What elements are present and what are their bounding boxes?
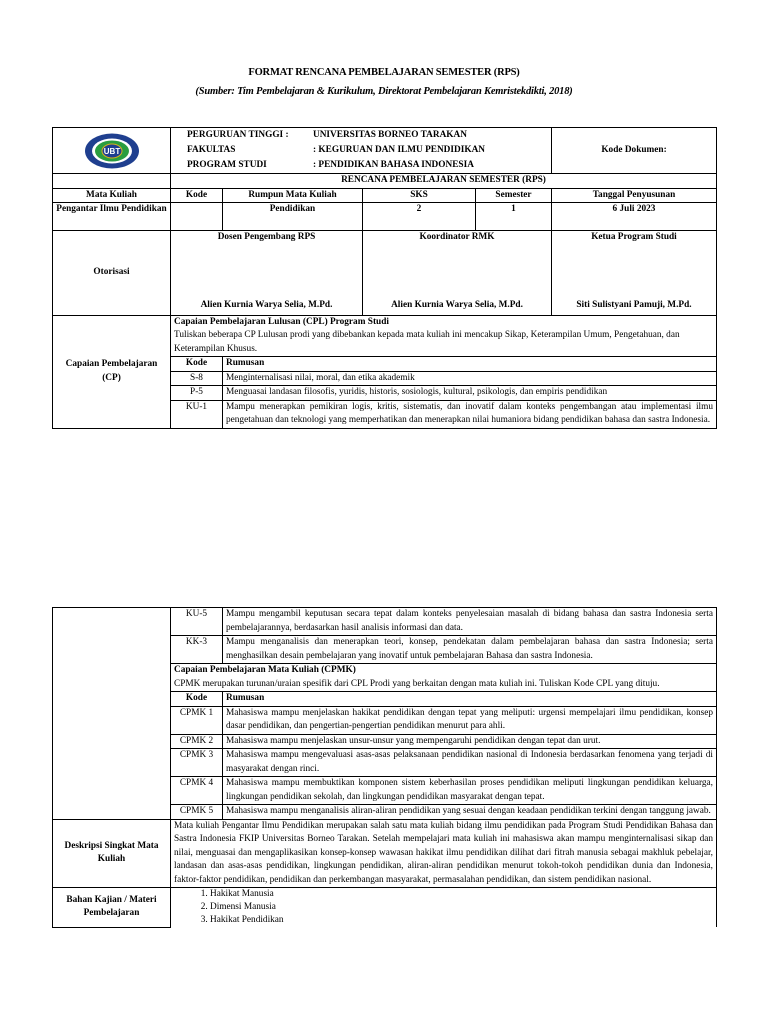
bahan-kajian-label: Bahan Kajian / Materi Pembelajaran [53, 888, 171, 928]
list-item: 3. Hakikat Pendidikan [210, 914, 713, 927]
course-name: Pengantar Ilmu Pendidikan [53, 203, 171, 231]
cpl-title: Capaian Pembelajaran Lulusan (CPL) Program Studi [174, 316, 389, 327]
cpmk-rumusan: Mahasiswa mampu mengevaluasi asas-asas pelaksanaan pendidikan nasional di Indonesia berdasarkan fenomena yang terjadi di masyarakat dengan rinci. [223, 749, 717, 777]
bahan-kajian-list [171, 888, 717, 928]
rps-heading: RENCANA PEMBELAJARAN SEMESTER (RPS) [171, 174, 717, 189]
cpl-rumusan-header: Rumusan [223, 357, 717, 372]
cpmk-description: CPMK merupakan turunan/uraian spesifik dari CPL Prodi yang berkaitan dengan mata kuliah ini. Tuliskan Kode CPL yang dituju. [174, 678, 660, 689]
cpl-kode: KU-5 [171, 608, 223, 636]
cpmk-kode: CPMK 1 [171, 706, 223, 734]
course-header-kode: Kode [171, 188, 223, 203]
course-header-tanggal: Tanggal Penyusunan [552, 188, 717, 203]
cp-continued-cell [53, 608, 171, 820]
logo-text: UBT [103, 146, 120, 156]
cpmk-rumusan: Mahasiswa mampu menjelaskan unsur-unsur yang mempengaruhi pendidikan dengan tepat dan urut. [223, 734, 717, 749]
course-date: 6 Juli 2023 [552, 203, 717, 231]
name-ketua-prodi: Siti Sulistyani Pamuji, M.Pd. [576, 300, 692, 310]
list-item: 1. Hakikat Manusia [210, 888, 713, 901]
list-item: 2. Dimensi Manusia [210, 901, 713, 914]
institution-info [171, 128, 552, 174]
cpl-kode: S-8 [171, 371, 223, 386]
name-dosen-pengembang: Alien Kurnia Warya Selia, M.Pd. [200, 300, 333, 310]
cpl-rumusan: Mampu menganalisis dan menerapkan teori, konsep, pendekatan dalam pembelajaran bahasa dan sastra Indonesia; serta menghasilkan desain pembelajaran yang inovatif untuk pembelajaran Bahasa dan sastra Indonesia. [223, 636, 717, 664]
course-header-rumpun: Rumpun Mata Kuliah [223, 188, 363, 203]
otorisasi-label: Otorisasi [53, 231, 171, 316]
cpmk-kode: CPMK 3 [171, 749, 223, 777]
deskripsi-text: Mata kuliah Pengantar Ilmu Pendidikan merupakan salah satu mata kuliah bidang ilmu pendidikan pada Program Studi Pendidikan Bahasa dan Sastra Indonesia FKIP Universitas Borneo Tarakan. Setelah mempelajari mata kuliah ini mahasiswa akan mampu menginternalisasi sikap dan nilai, menguasai dan mengaplikasikan konsep-konsep wawasan hakikat ilmu pendidikan dilihat dari fitrah manusia sebagai makhluk pebelajar, landasan dan asas-asas pendidikan, lingkungan pendidikan, aliran-aliran pendidikan menurut tokoh-tokoh pendidikan dunia dan Indonesia, faktor-faktor pendidikan, pendidikan dan perkembangan masyarakat, permasalahan pendidikan, dan sistem pendidikan nasional. [171, 819, 717, 888]
course-header-sks: SKS [363, 188, 476, 203]
cpmk-rumusan: Mahasiswa mampu membuktikan komponen sistem keberhasilan proses pendidikan meliputi lingkungan pendidikan keluarga, lingkungan pendidikan sekolah, dan lingkungan pendidikan masyarakat dengan tepat. [223, 777, 717, 805]
name-koordinator-rmk: Alien Kurnia Warya Selia, M.Pd. [391, 300, 523, 310]
cpmk-section [171, 664, 717, 692]
cpmk-rumusan-header: Rumusan [223, 692, 717, 707]
cpl-rumusan: Menguasai landasan filosofis, yuridis, historis, sosiologis, kultural, psikologis, dan empiris pendidikan [223, 386, 717, 401]
document-code-cell: Kode Dokumen: [552, 128, 717, 174]
cpmk-kode: CPMK 4 [171, 777, 223, 805]
deskripsi-label: Deskripsi Singkat Mata Kuliah [53, 819, 171, 888]
course-cluster: Pendidikan [223, 203, 363, 231]
cpl-description: Tuliskan beberapa CP Lulusan prodi yang dibebankan kepada mata kuliah ini mencakup Sikap, Keterampilan Umum, Pengetahuan, dan Keterampilan Khusus. [174, 330, 680, 354]
course-sks: 2 [363, 203, 476, 231]
cpmk-kode: CPMK 5 [171, 805, 223, 820]
logo-cell [53, 128, 171, 174]
cpl-rumusan: Mampu mengambil keputusan secara tepat dalam konteks penyelesaian masalah di bidang bahasa dan sastra Indonesia serta pembelajarannya, berdasarkan hasil analisis informasi dan data. [223, 608, 717, 636]
rps-table-page-1 [52, 127, 717, 429]
cpl-rumusan: Mampu menerapkan pemikiran logis, kritis, sistematis, dan inovatif dalam konteks pengembangan atau implementasi ilmu pengetahuan dan teknologi yang memperhatikan dan menerapkan nilai humaniora bidang pendidikan bahasa dan sastra Indonesia. [223, 400, 717, 428]
signature-koordinator [363, 245, 552, 316]
study-program-line: PROGRAM STUDI : PENDIDIKAN BAHASA INDONESIA [187, 160, 474, 170]
cpmk-title: Capaian Pembelajaran Mata Kuliah (CPMK) [174, 665, 356, 675]
course-header-mata-kuliah: Mata Kuliah [53, 188, 171, 203]
signature-dosen [171, 245, 363, 316]
cp-label: Capaian Pembelajaran (CP) [53, 315, 171, 428]
cpmk-rumusan: Mahasiswa mampu menganalisis aliran-aliran pendidikan yang sesuai dengan keadaan pendidikan terkini dengan tanggung jawab. [223, 805, 717, 820]
institution-line: PERGURUAN TINGGI : UNIVERSITAS BORNEO TARAKAN [187, 130, 467, 140]
cpl-kode: KU-1 [171, 400, 223, 428]
course-semester: 1 [476, 203, 552, 231]
cpl-kode: KK-3 [171, 636, 223, 664]
document-source: (Sumber: Tim Pembelajaran & Kurikulum, Direktorat Pembelajaran Kemristekdikti, 2018) [195, 86, 573, 97]
cpl-kode: P-5 [171, 386, 223, 401]
rps-table-page-2 [52, 607, 717, 928]
signature-ketua [552, 245, 717, 316]
cpl-section [171, 315, 717, 357]
role-koordinator-rmk: Koordinator RMK [363, 231, 552, 245]
faculty-line: FAKULTAS : KEGURUAN DAN ILMU PENDIDIKAN [187, 145, 485, 155]
course-header-semester: Semester [476, 188, 552, 203]
cpmk-kode-header: Kode [171, 692, 223, 707]
cpmk-kode: CPMK 2 [171, 734, 223, 749]
role-dosen-pengembang: Dosen Pengembang RPS [171, 231, 363, 245]
role-ketua-prodi: Ketua Program Studi [552, 231, 717, 245]
course-code [171, 203, 223, 231]
university-logo-icon [83, 132, 141, 170]
document-title: FORMAT RENCANA PEMBELAJARAN SEMESTER (RPS) [248, 67, 520, 78]
cpl-kode-header: Kode [171, 357, 223, 372]
cpmk-rumusan: Mahasiswa mampu menjelaskan hakikat pendidikan dengan tepat yang meliputi: urgensi mempelajari ilmu pendidikan, konsep dasar pendidikan, dan pengertian-pengertian pendidikan menurut para ahli. [223, 706, 717, 734]
cpl-rumusan: Menginternalisasi nilai, moral, dan etika akademik [223, 371, 717, 386]
